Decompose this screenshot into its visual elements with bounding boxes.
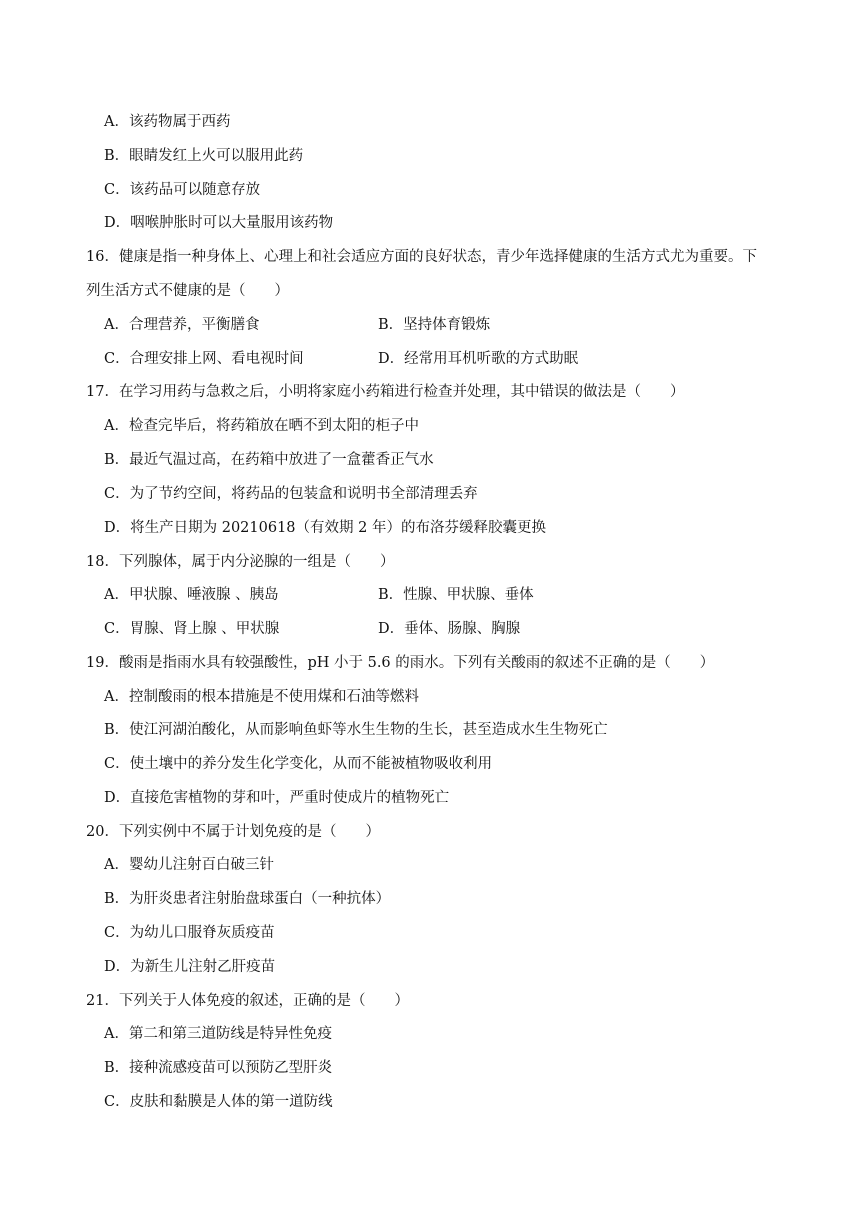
q17-stem: 17．在学习用药与急救之后，小明将家庭小药箱进行检查并处理，其中错误的做法是（ ） [86, 384, 685, 400]
q18-option-d: D．垂体、肠腺、胸腺 [378, 621, 521, 637]
q20-option-a: A．婴幼儿注射百白破三针 [104, 857, 274, 873]
q16-option-c: C．合理安排上网、看电视时间 [104, 351, 304, 367]
q18-stem: 18．下列腺体，属于内分泌腺的一组是（ ） [86, 554, 395, 570]
q18-option-a: A．甲状腺、唾液腺 、胰岛 [104, 587, 279, 603]
q18-option-b: B．性腺、甲状腺、垂体 [378, 587, 534, 603]
q15-option-a: A．该药物属于西药 [104, 114, 231, 130]
q19-stem: 19．酸雨是指雨水具有较强酸性，pH 小于 5.6 的雨水。下列有关酸雨的叙述不正确的是（ ） [86, 655, 715, 671]
q16-stem-continued: 列生活方式不健康的是（ ） [86, 283, 289, 299]
q16-option-d: D．经常用耳机听歌的方式助眠 [378, 351, 579, 367]
q17-option-a: A．检查完毕后，将药箱放在晒不到太阳的柜子中 [104, 418, 419, 434]
q21-stem: 21．下列关于人体免疫的叙述，正确的是（ ） [86, 993, 409, 1009]
q21-option-a: A．第二和第三道防线是特异性免疫 [104, 1026, 332, 1042]
q19-option-a: A．控制酸雨的根本措施是不使用煤和石油等燃料 [104, 689, 419, 705]
q17-option-b: B．最近气温过高，在药箱中放进了一盒藿香正气水 [104, 452, 434, 468]
q20-stem: 20．下列实例中不属于计划免疫的是（ ） [86, 824, 380, 840]
q19-option-c: C．使土壤中的养分发生化学变化，从而不能被植物吸收利用 [104, 756, 493, 772]
q16-option-a: A．合理营养，平衡膳食 [104, 317, 260, 333]
q21-option-c: C．皮肤和黏膜是人体的第一道防线 [104, 1094, 333, 1110]
q15-option-c: C．该药品可以随意存放 [104, 182, 261, 198]
q16-stem: 16．健康是指一种身体上、心理上和社会适应方面的良好状态，青少年选择健康的生活方式尤为重要。下 [86, 249, 757, 265]
q19-option-d: D．直接危害植物的芽和叶，严重时使成片的植物死亡 [104, 790, 450, 806]
q21-option-b: B．接种流感疫苗可以预防乙型肝炎 [104, 1060, 333, 1076]
q20-option-b: B．为肝炎患者注射胎盘球蛋白（一种抗体） [104, 891, 391, 907]
q19-option-b: B．使江河湖泊酸化，从而影响鱼虾等水生生物的生长，甚至造成水生生物死亡 [104, 722, 608, 738]
q20-option-c: C．为幼儿口服脊灰质疫苗 [104, 925, 275, 941]
q20-option-d: D．为新生儿注射乙肝疫苗 [104, 959, 276, 975]
q18-option-c: C．胃腺、肾上腺 、甲状腺 [104, 621, 280, 637]
q17-option-c: C．为了节约空间，将药品的包装盒和说明书全部清理丢弃 [104, 486, 478, 502]
q15-option-d: D．咽喉肿胀时可以大量服用该药物 [104, 215, 334, 231]
q17-option-d: D．将生产日期为 20210618（有效期 2 年）的布洛芬缓释胶囊更换 [104, 520, 546, 536]
q15-option-b: B．眼睛发红上火可以服用此药 [104, 148, 304, 164]
q16-option-b: B．坚持体育锻炼 [378, 317, 491, 333]
